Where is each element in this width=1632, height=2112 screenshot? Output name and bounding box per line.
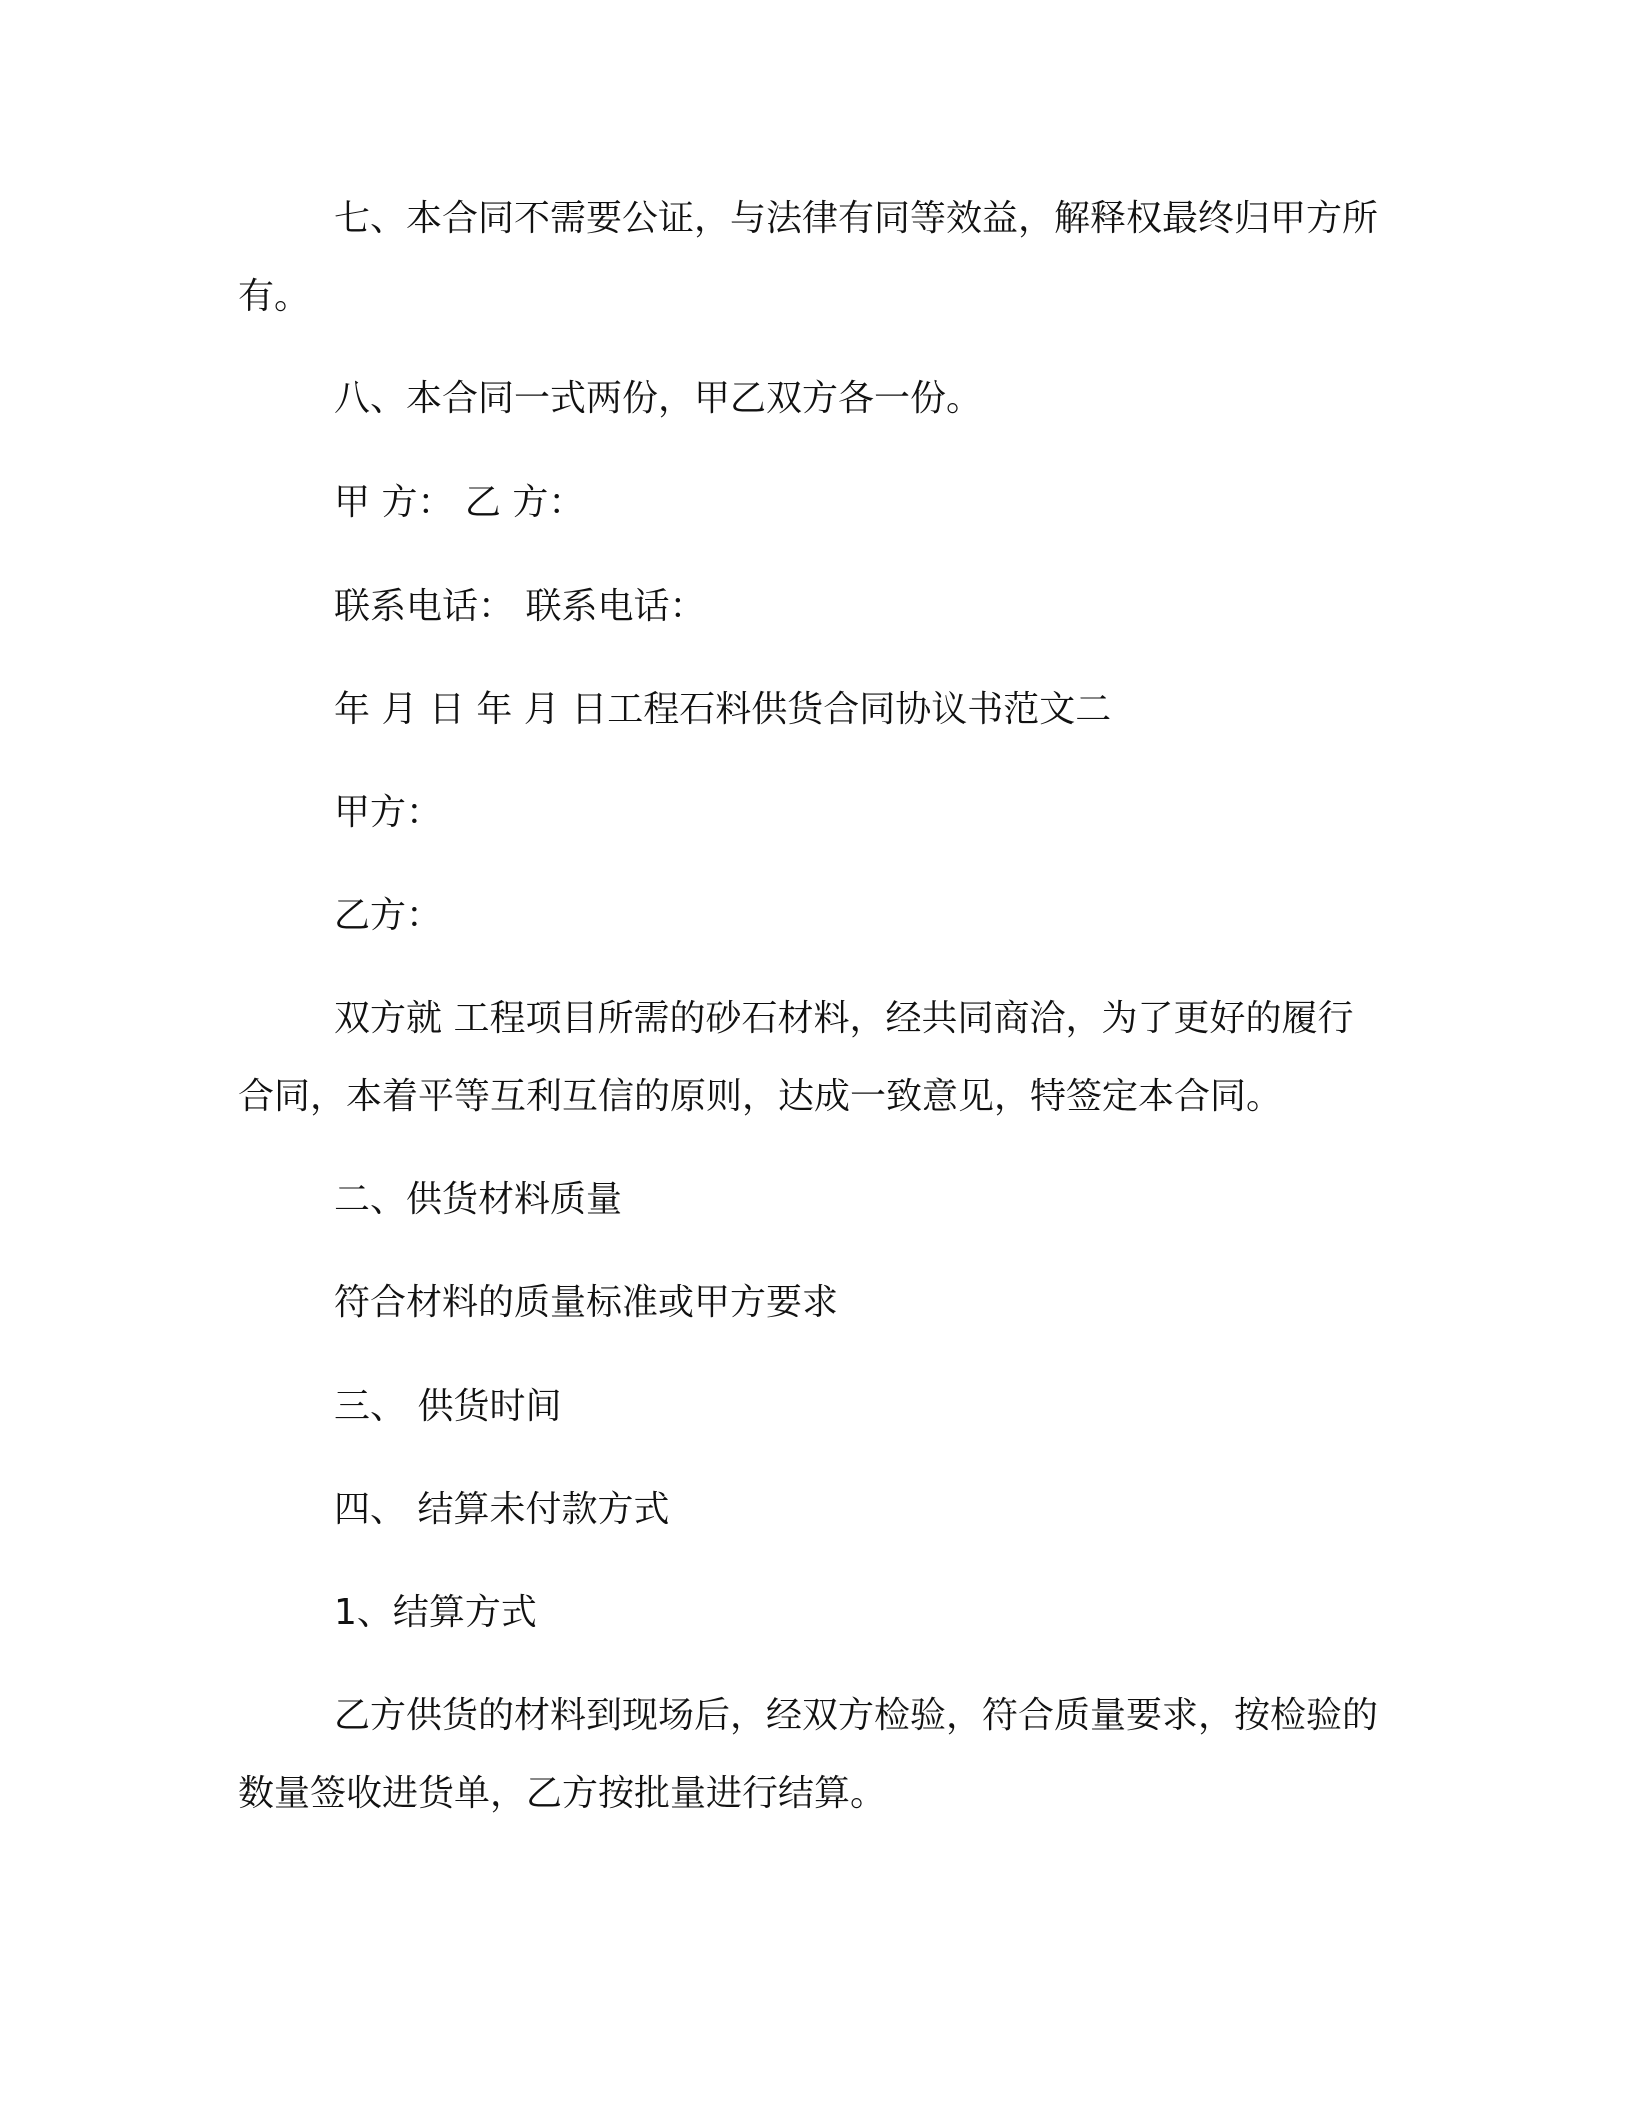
date-and-title-line: 年 月 日 年 月 日工程石料供货合同协议书范文二 [334,689,1112,730]
paragraph-clause-8: 八、本合同一式两份，甲乙双方各一份。 [334,378,983,419]
contact-phone-line: 联系电话： 联系电话： [334,586,706,627]
heading-section-3: 三、 供货时间 [334,1386,562,1427]
heading-settlement-method: 1、结算方式 [334,1592,537,1633]
heading-section-4: 四、 结算未付款方式 [334,1489,670,1530]
heading-section-2: 二、供货材料质量 [334,1179,623,1220]
paragraph-clause-7: 七、本合同不需要公证，与法律有同等效益，解释权最终归甲方所有。 [238,198,1379,317]
paragraph-settlement: 乙方供货的材料到现场后，经双方检验，符合质量要求，按检验的数量签收进货单，乙方按批量进行结算。 [238,1695,1379,1814]
party-signature-line: 甲 方： 乙 方： [334,482,585,523]
paragraph-preamble: 双方就 工程项目所需的砂石材料，经共同商洽，为了更好的履行合同，本着平等互利互信的原则，达成一致意见，特签定本合同。 [238,998,1354,1117]
party-a-label: 甲方： [334,792,443,833]
paragraph-quality: 符合材料的质量标准或甲方要求 [334,1282,839,1323]
party-b-label: 乙方： [334,895,443,936]
